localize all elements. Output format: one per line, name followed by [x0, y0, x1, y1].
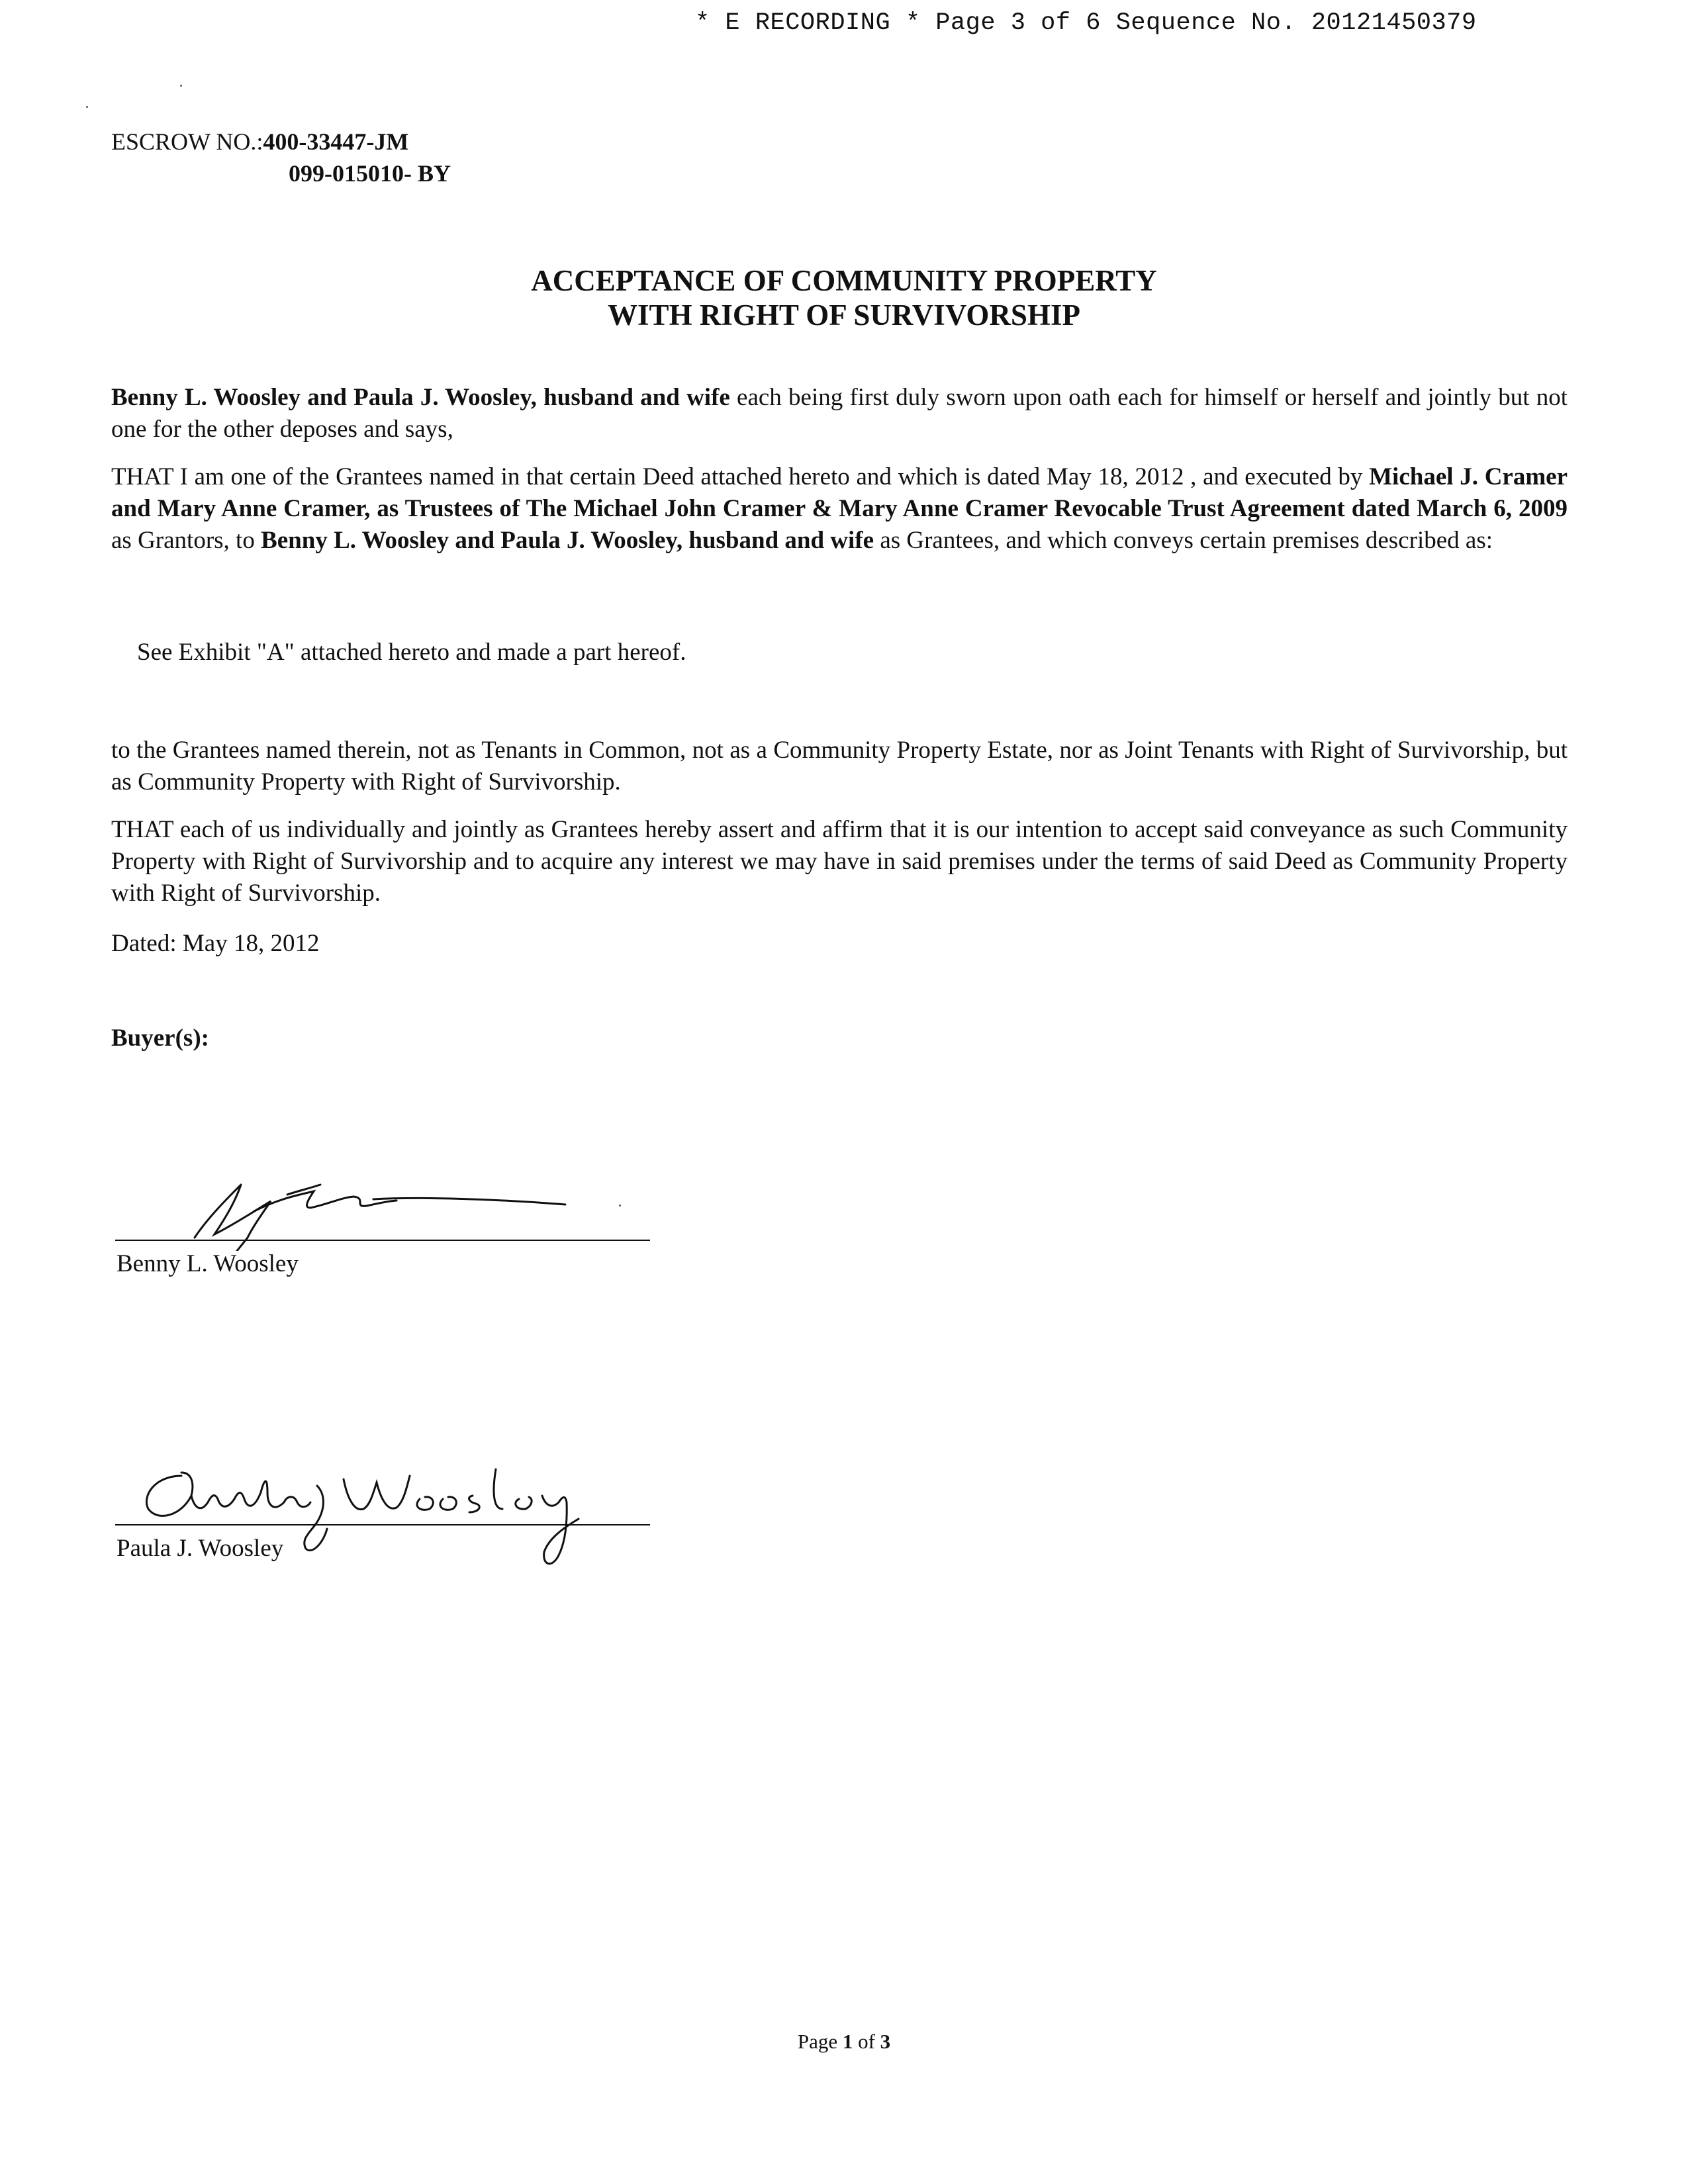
- affiant-paragraph: [111, 382, 1568, 445]
- scan-speck: [180, 85, 182, 87]
- affirmation-paragraph: THAT each of us individually and jointly as Grantees hereby assert and affirm that it is our intention to accept said conveyance as such Community Property with Right of Survivorship and to acquire any interest we may have in said premises under the terms of said Deed as Community Property with Right of Survivorship.: [111, 816, 1568, 907]
- signature-benny-image: [155, 1171, 658, 1251]
- scan-speck: [619, 1205, 621, 1206]
- signer-name-benny: Benny L. Woosley: [117, 1250, 299, 1277]
- signature-block-paula: [115, 1449, 650, 1602]
- escrow-number-1: 400-33447-JM: [263, 128, 409, 155]
- affiant-oath-text: each being first duly sworn upon oath each for himself or herself and jointly but not one for the other deposes and says,: [111, 384, 1568, 443]
- escrow-number-2: 099-015010- BY: [289, 160, 451, 187]
- grantees-names: Benny L. Woosley and Paula J. Woosley, husband and wife: [261, 527, 874, 554]
- deed-text-1: THAT I am one of the Grantees named in that certain Deed attached hereto and which is dated May 18, 2012 , and executed by: [111, 463, 1370, 490]
- footer-total-pages: 3: [880, 2030, 891, 2053]
- recording-stamp: * E RECORDING * Page 3 of 6 Sequence No. 20121450379: [695, 9, 1477, 37]
- signature-line-paula: [115, 1524, 650, 1525]
- tenancy-paragraph: to the Grantees named therein, not as Tenants in Common, not as a Community Property Estate, nor as Joint Tenants with Right of Survivorship, but as Community Property with Right of Survivorship.: [111, 737, 1568, 796]
- deed-text-2: as Grantors, to: [111, 527, 261, 554]
- signature-line-benny: [115, 1240, 650, 1241]
- footer-prefix: Page: [797, 2030, 843, 2053]
- escrow-line-1: [111, 126, 451, 158]
- scan-speck: [86, 106, 88, 108]
- footer-current-page: 1: [842, 2030, 853, 2053]
- grantors-names: Michael J. Cramer and Mary Anne Cramer, as Trustees of The Michael John Cramer & Mary Anne Cramer Revocable Trust Agreement dated March 6, 2009: [111, 463, 1568, 522]
- escrow-label: ESCROW NO.:: [111, 128, 263, 155]
- buyers-label: Buyer(s):: [111, 1024, 209, 1052]
- signer-name-paula: Paula J. Woosley: [117, 1535, 284, 1562]
- dated-line: Dated: May 18, 2012: [111, 930, 320, 957]
- footer-middle: of: [853, 2030, 880, 2053]
- document-title: [0, 263, 1688, 332]
- title-line-1: ACCEPTANCE OF COMMUNITY PROPERTY: [531, 264, 1157, 297]
- title-line-2: WITH RIGHT OF SURVIVORSHIP: [608, 298, 1080, 332]
- signature-block-benny: [115, 1178, 650, 1310]
- exhibit-reference: See Exhibit "A" attached hereto and made a part hereof.: [137, 639, 686, 666]
- deed-text-3: as Grantees, and which conveys certain premises described as:: [874, 527, 1493, 554]
- affiant-names: Benny L. Woosley and Paula J. Woosley, husband and wife: [111, 384, 730, 411]
- deed-paragraph: [111, 461, 1568, 557]
- escrow-number-block: [111, 126, 451, 189]
- page-footer: [0, 2030, 1688, 2054]
